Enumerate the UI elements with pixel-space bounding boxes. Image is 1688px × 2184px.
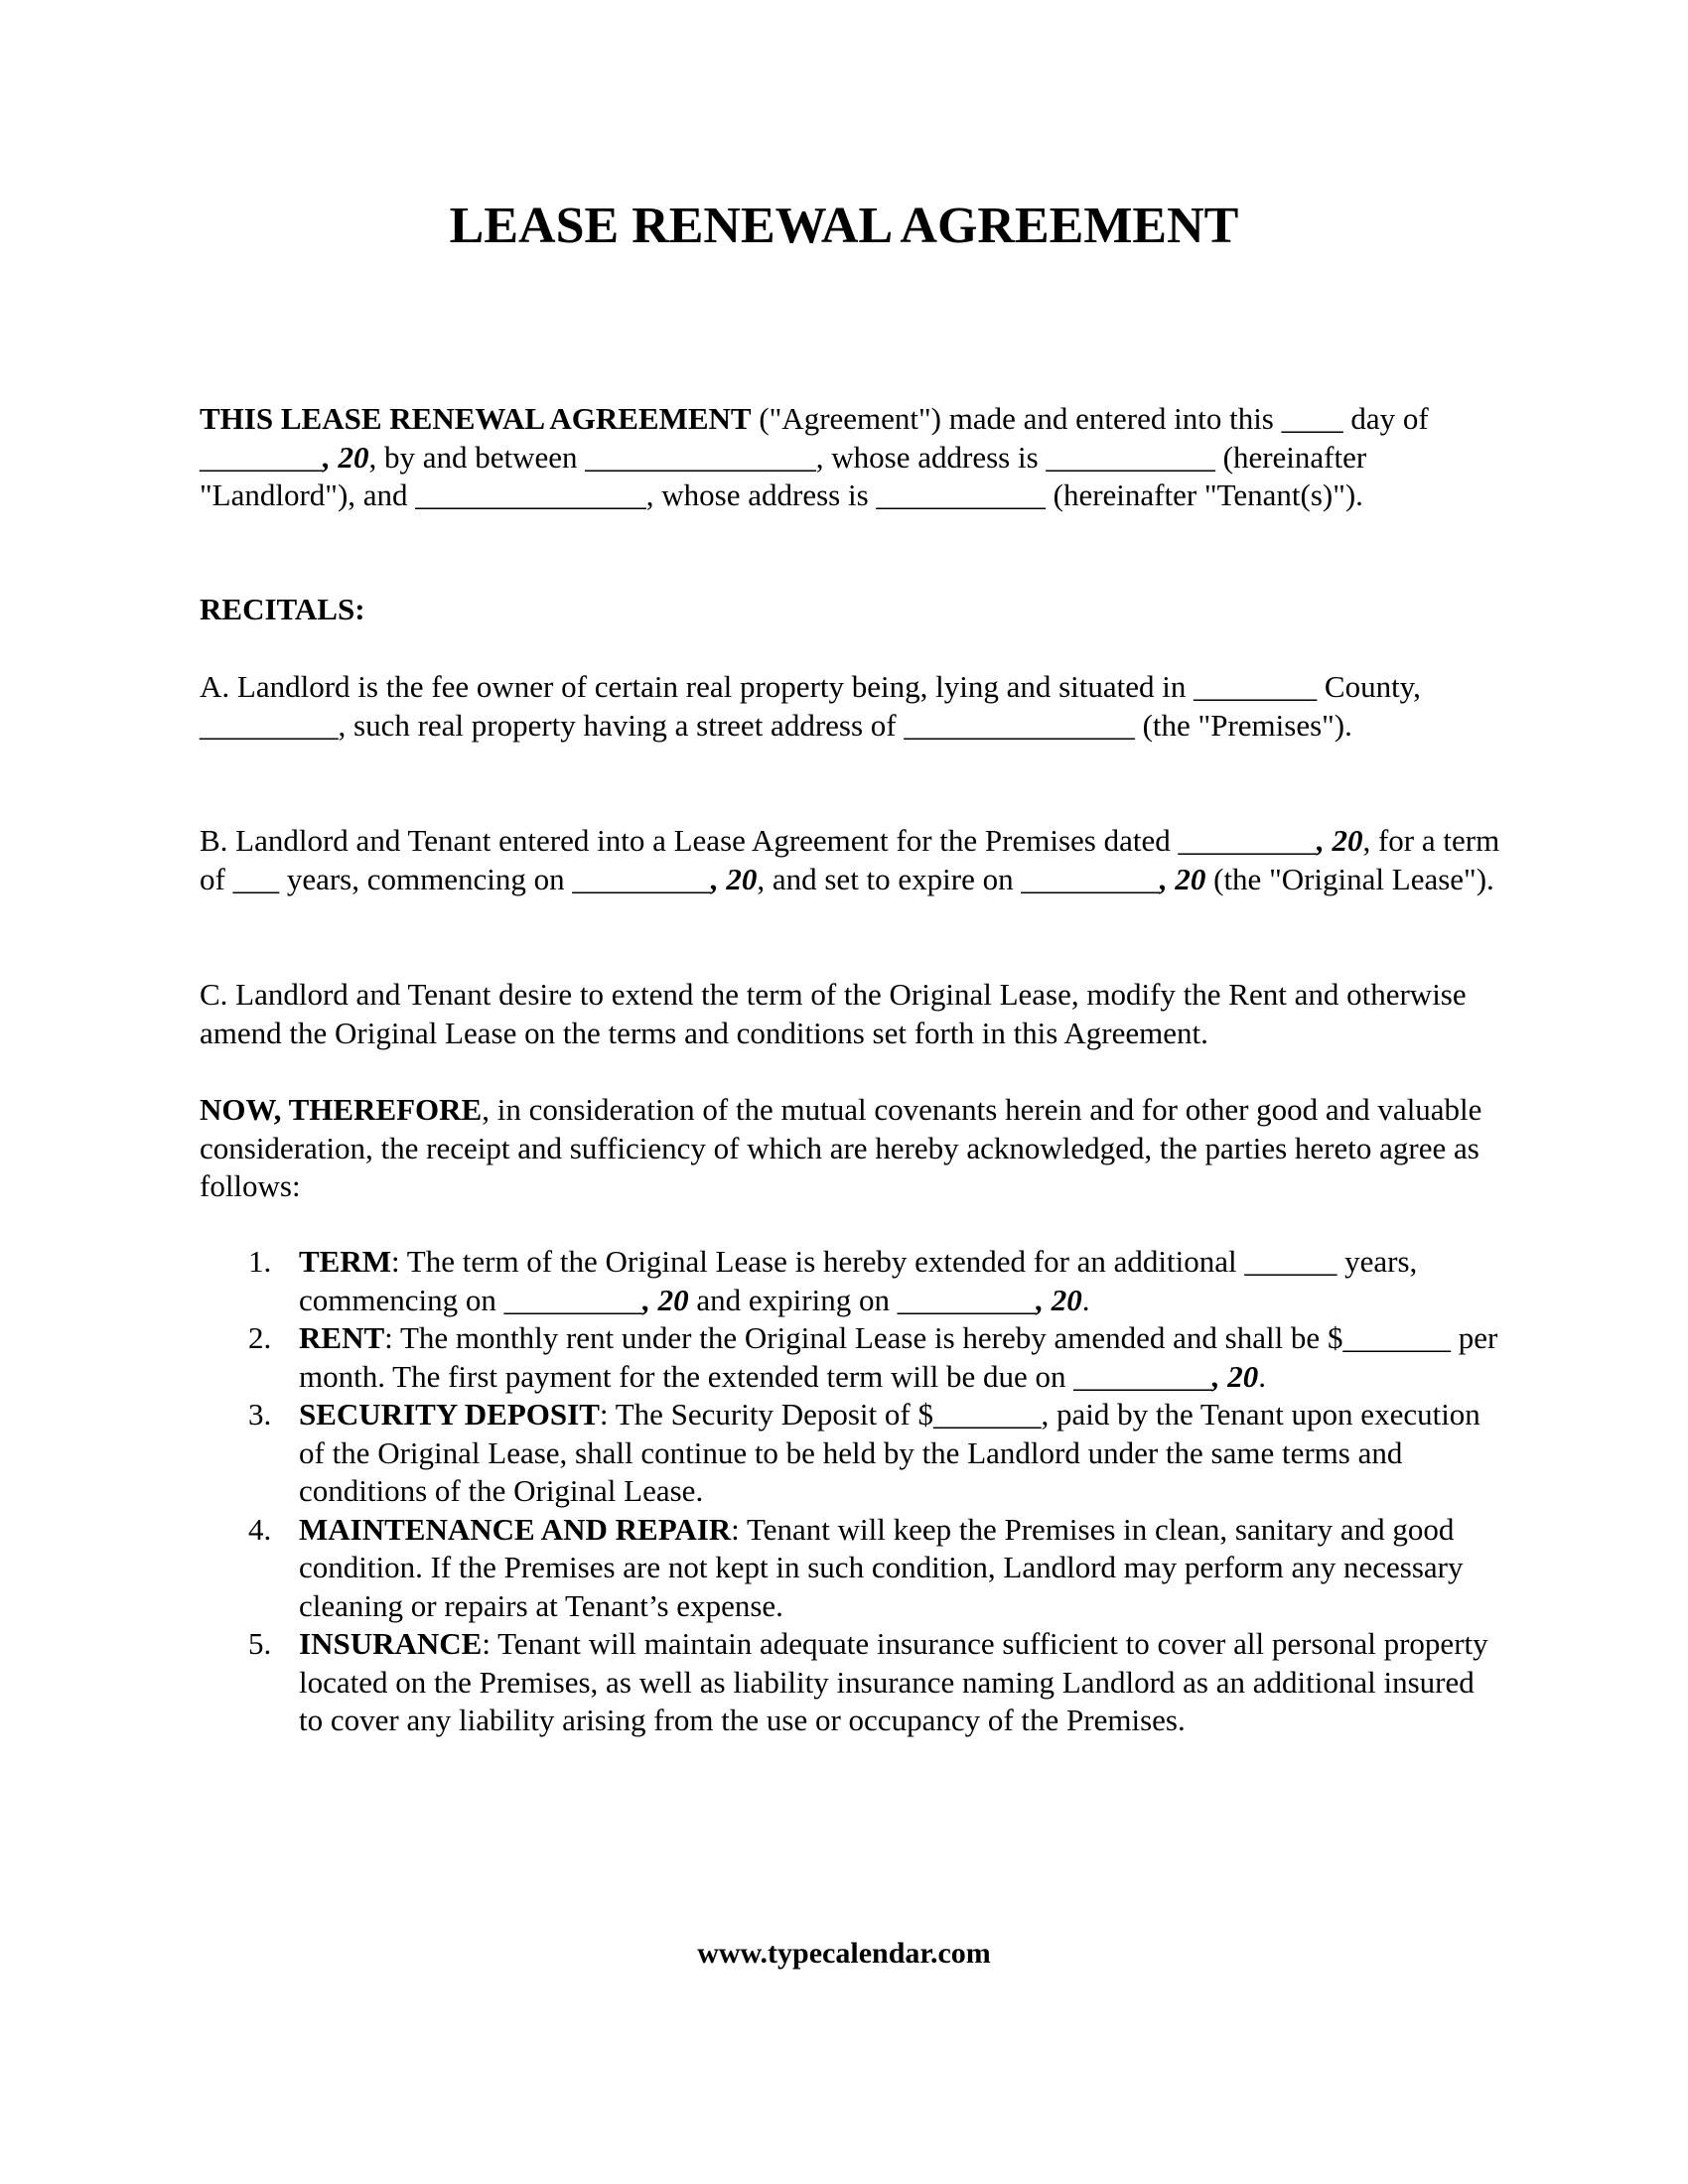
recitals-heading: RECITALS: (200, 592, 365, 626)
terms-list (200, 1243, 1500, 1740)
recital-b-text-1: B. Landlord and Tenant entered into a Lease Agreement for the Premises dated _________ (200, 823, 1317, 858)
list-item (200, 1243, 1500, 1319)
list-item-heading: MAINTENANCE AND REPAIR (299, 1511, 732, 1547)
document-title: LEASE RENEWAL AGREEMENT (449, 198, 1239, 254)
list-item (200, 1396, 1500, 1511)
recital-b (200, 822, 1500, 898)
recital-a: A. Landlord is the fee owner of certain real property being, lying and situated in ________ County, _________, such real property having a street address of _______________ (the "Premises"). (200, 669, 1421, 743)
recital-b-text-2: , for a term of ___ years, commencing on _________ (200, 823, 1500, 896)
list-item-text: . (1258, 1358, 1267, 1394)
recital-b-year-2: , 20 (710, 861, 758, 896)
list-item-text: : The term of the Original Lease is hereby extended for an additional ______ years, commencing on _________ (299, 1244, 1418, 1317)
intro-paragraph (200, 400, 1500, 515)
recital-b-text-4: (the "Original Lease"). (1205, 861, 1494, 896)
list-item-heading: RENT (299, 1320, 385, 1355)
intro-text-1: ("Agreement") made and entered into this ____ day of ________ (200, 401, 1429, 475)
intro-year-1: , 20 (323, 439, 369, 475)
list-item-year: , 20 (1211, 1358, 1259, 1394)
list-item-text: : Tenant will keep the Premises in clean, sanitary and good condition. If the Premises are not kept in such condition, Landlord may perform any necessary cleaning or repairs at Tenant’s expense. (299, 1511, 1464, 1623)
list-item-text: . (1081, 1282, 1090, 1317)
list-item-number: 4. (248, 1511, 272, 1547)
list-item-number: 5. (248, 1626, 272, 1661)
list-item-number: 3. (248, 1397, 272, 1432)
intro-lead: THIS LEASE RENEWAL AGREEMENT (200, 401, 752, 436)
recital-c: C. Landlord and Tenant desire to extend the term of the Original Lease, modify the Rent and otherwise amend the Original Lease on the terms and conditions set forth in this Agreement. (200, 977, 1467, 1050)
intro-text-2: , by and between _______________, whose address is ___________ (hereinafter "Landlord"), and _______________, whose address is ___________ (hereinafter "Tenant(s)"). (200, 439, 1367, 512)
recital-b-year-1: , 20 (1316, 823, 1363, 858)
list-item-number: 1. (248, 1244, 272, 1279)
now-therefore-text: , in consideration of the mutual covenants herein and for other good and valuable consideration, the receipt and sufficiency of which are hereby acknowledged, the parties hereto agree as follows: (200, 1092, 1482, 1203)
list-item-text: : The Security Deposit of $_______, paid by the Tenant upon execution of the Original Lease, shall continue to be held by the Landlord under the same terms and conditions of the Original Lease. (299, 1397, 1480, 1508)
list-item-heading: SECURITY DEPOSIT (299, 1397, 600, 1432)
list-item-heading: INSURANCE (299, 1626, 483, 1661)
recital-b-text-3: , and set to expire on _________ (757, 861, 1160, 896)
now-therefore-lead: NOW, THEREFORE (200, 1092, 483, 1127)
list-item-year: , 20 (642, 1282, 689, 1317)
list-item-text: : The monthly rent under the Original Lease is hereby amended and shall be $_______ per month. The first payment for the extended term will be due on _________ (299, 1320, 1498, 1394)
list-item-heading: TERM (299, 1244, 391, 1279)
list-item-text: and expiring on _________ (688, 1282, 1037, 1317)
list-item-number: 2. (248, 1320, 272, 1355)
list-item (200, 1511, 1500, 1626)
footer-url: www.typecalendar.com (697, 1937, 991, 1970)
list-item-text: : Tenant will maintain adequate insurance sufficient to cover all personal property located on the Premises, as well as liability insurance naming Landlord as an additional insured to cover any liability arising from the use or occupancy of the Premises. (299, 1626, 1488, 1737)
list-item-year: , 20 (1036, 1282, 1082, 1317)
list-item (200, 1319, 1500, 1396)
recital-b-year-3: , 20 (1159, 861, 1206, 896)
now-therefore-paragraph (200, 1091, 1500, 1206)
list-item (200, 1625, 1500, 1740)
